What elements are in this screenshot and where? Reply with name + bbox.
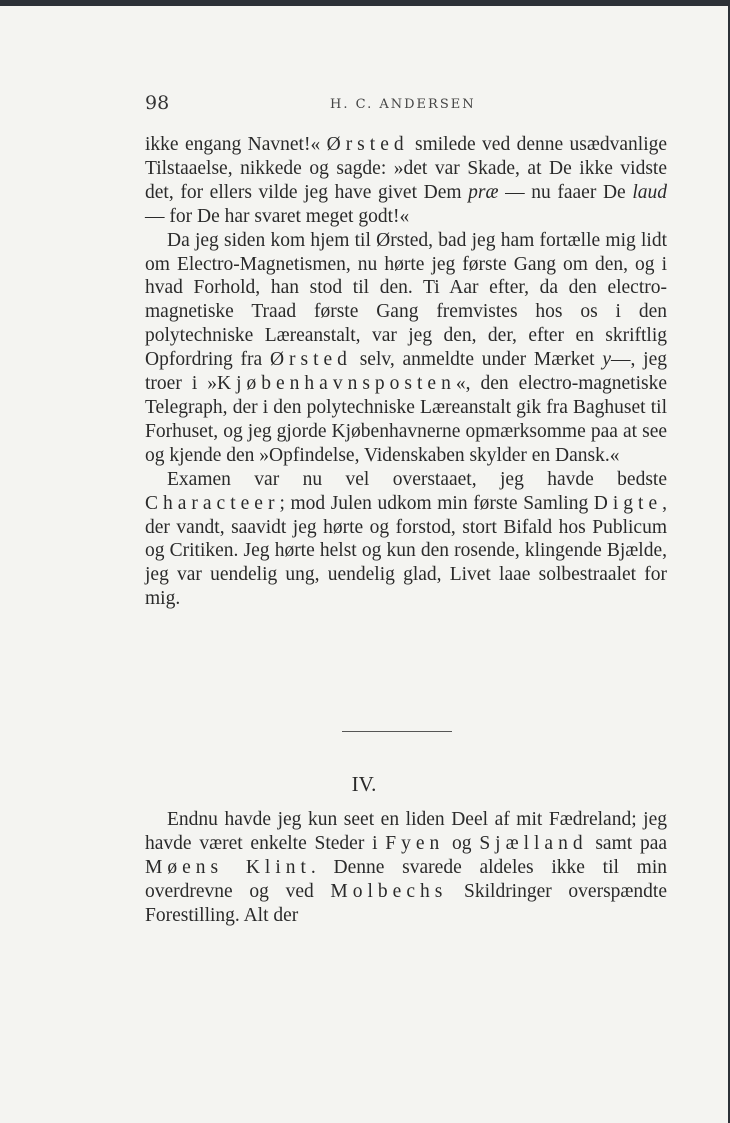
running-head: H. C. ANDERSEN (330, 97, 476, 112)
text-run: ; mod Julen udkom min første Samling (279, 492, 594, 514)
text-run: —, jeg troer i » (145, 349, 668, 395)
paragraph-2 (145, 229, 667, 468)
spaced-name: Ørsted (326, 134, 409, 155)
spaced-name: Characteer (145, 492, 280, 514)
page-number: 98 (145, 92, 170, 114)
text-run: selv, anmeldte under Mærket (351, 349, 603, 371)
text-run: og (444, 832, 480, 854)
italic-term: y (602, 349, 612, 371)
text-run: . Denne svarede aldeles ikke til min overdrevne og ved (145, 856, 667, 902)
text-run: — nu faaer De (498, 181, 633, 203)
text-run: — for De har svaret meget godt!« (145, 205, 410, 227)
chapter-heading: IV. (351, 772, 377, 796)
chapter-text (145, 808, 667, 928)
italic-term: præ (468, 181, 499, 203)
spaced-name: Digte (593, 492, 663, 514)
text-run: Skildringer overspændte Forestilling. Alt der (145, 880, 668, 926)
text-run: Endnu havde jeg kun seet en liden Deel af mit Fædreland; jeg havde været enkelte Steder i (145, 809, 667, 854)
paragraph-3 (145, 468, 667, 611)
spaced-name: Møens Klint (145, 856, 311, 878)
book-page (0, 6, 728, 1123)
text-run: smilede ved denne usædvanlige Tilstaaelse, nikkede og sagde: »det var Skade, at De ikke vidste det, for ellers vilde jeg have givet Dem (145, 134, 668, 203)
spaced-name: Sjælland (479, 832, 588, 854)
paragraph-1 (145, 133, 667, 229)
spaced-name: Kjøbenhavnsposten (217, 373, 456, 395)
text-run: , der vandt, saavidt jeg hørte og forstod, stort Bifald hos Publicum og Critiken. Jeg hørte helst og kun den rosende, klingende Bjælde, jeg var uendelig ung, uendelig glad, Livet laae solbestraalet for mig. (145, 492, 667, 610)
text-run: Da jeg siden kom hjem til Ørsted, bad jeg ham fortælle mig lidt om Electro-Magnetismen, nu hørte jeg første Gang om den, og i hvad Forhold, han stod til den. Ti Aar efter, da den electro-magnetiske Traad første Gang fremvistes hos os i den polytechniske Læreanstalt, var jeg den, der, efter en skriftlig Opfordring fra (145, 229, 667, 371)
italic-term: laud (632, 181, 667, 203)
spaced-name: Ørsted (269, 349, 352, 371)
text-run: ikke engang Navnet!« (145, 134, 327, 155)
section-divider (342, 731, 452, 732)
text-run: «, den electro-magnetiske Telegraph, der i den polytechniske Læreanstalt gik fra Baghuset til Forhuset, og jeg gjorde Kjøbenhavnerne opmærksomme paa at see og kjende den »Opfindelse, Videnskaben skylder en Dansk.« (145, 373, 668, 466)
text-run: Examen var nu vel overstaaet, jeg havde bedste (167, 468, 667, 490)
section-text (145, 133, 667, 611)
chapter-paragraph-1 (145, 808, 667, 928)
spaced-name: Molbechs (330, 880, 448, 902)
spaced-name: Fyen (385, 832, 445, 854)
text-run: samt paa (587, 832, 668, 854)
